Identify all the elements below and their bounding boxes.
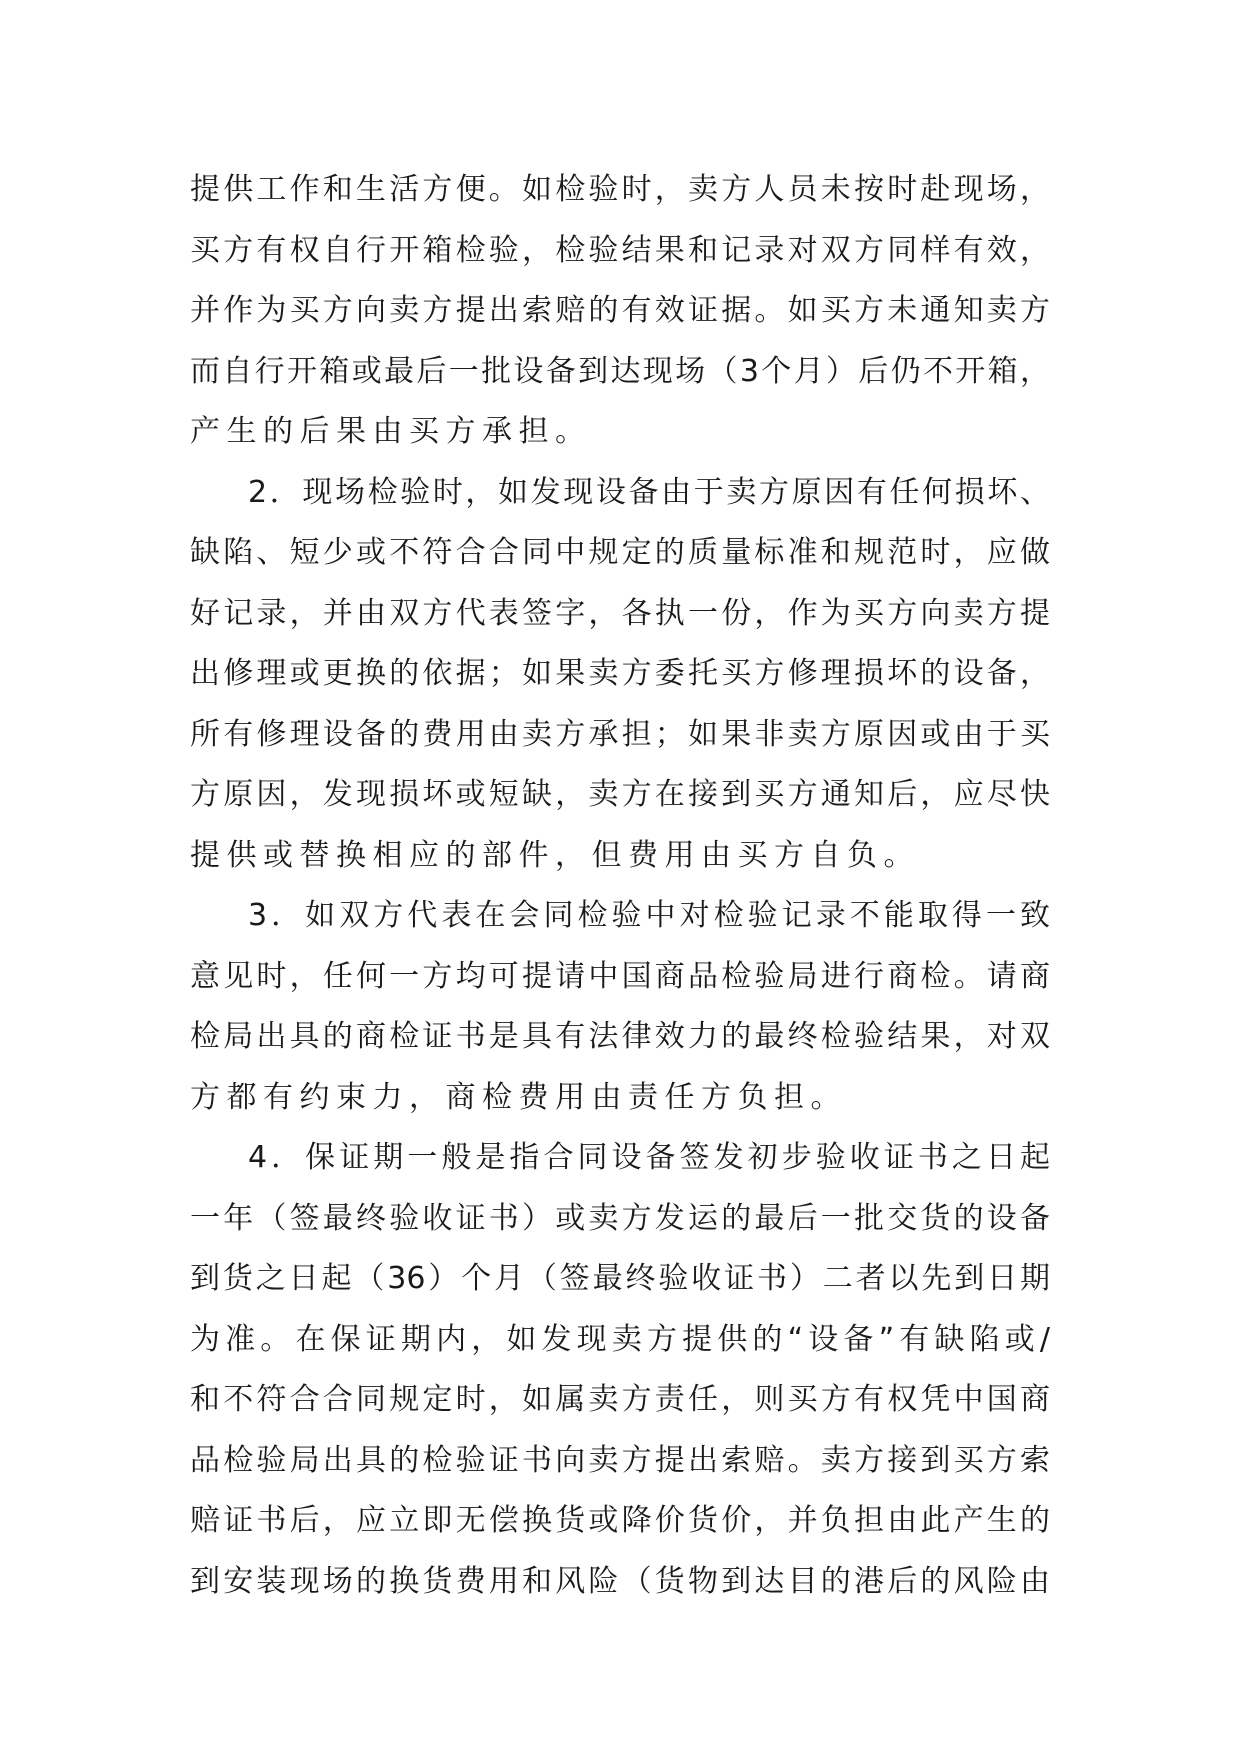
text-line: 3．如双方代表在会同检验中对检验记录不能取得一致 bbox=[248, 898, 1050, 933]
text-line: 买方有权自行开箱检验，检验结果和记录对双方同样有效， bbox=[190, 232, 1050, 268]
text-line: 一年（签最终验收证书）或卖方发运的最后一批交货的设备 bbox=[190, 1200, 1050, 1236]
text-line: 和不符合合同规定时，如属卖方责任，则买方有权凭中国商 bbox=[190, 1382, 1050, 1417]
text-line: 为准。在保证期内，如发现卖方提供的“设备”有缺陷或/ bbox=[190, 1321, 1050, 1357]
text-line: 提供或替换相应的部件，但费用由买方自负。 bbox=[190, 837, 920, 873]
text-line: 并作为买方向卖方提出索赔的有效证据。如买方未通知卖方 bbox=[190, 293, 1050, 328]
text-line: 方都有约束力，商检费用由责任方负担。 bbox=[190, 1079, 847, 1115]
text-line: 方原因，发现损坏或短缺，卖方在接到买方通知后，应尽快 bbox=[190, 777, 1050, 812]
text-line: 到安装现场的换货费用和风险（货物到达目的港后的风险由 bbox=[190, 1563, 1050, 1599]
text-line: 好记录，并由双方代表签字，各执一份，作为买方向卖方提 bbox=[190, 595, 1050, 631]
text-line: 检局出具的商检证书是具有法律效力的最终检验结果，对双 bbox=[190, 1019, 1050, 1054]
text-line: 2．现场检验时，如发现设备由于卖方原因有任何损坏、 bbox=[248, 474, 1050, 510]
text-line: 所有修理设备的费用由卖方承担；如果非卖方原因或由于买 bbox=[190, 716, 1050, 752]
text-line: 4．保证期一般是指合同设备签发初步验收证书之日起 bbox=[248, 1140, 1050, 1175]
text-line: 赔证书后，应立即无偿换货或降价货价，并负担由此产生的 bbox=[190, 1503, 1050, 1538]
text-line: 缺陷、短少或不符合合同中规定的质量标准和规范时，应做 bbox=[190, 535, 1050, 570]
text-line: 提供工作和生活方便。如检验时，卖方人员未按时赴现场， bbox=[190, 172, 1050, 207]
text-line: 意见时，任何一方均可提请中国商品检验局进行商检。请商 bbox=[190, 958, 1050, 994]
text-line: 而自行开箱或最后一批设备到达现场（3个月）后仍不开箱， bbox=[190, 353, 1050, 389]
body-text bbox=[190, 160, 1050, 1612]
text-line: 到货之日起（36）个月（签最终验收证书）二者以先到日期 bbox=[190, 1261, 1050, 1296]
text-line: 产生的后果由买方承担。 bbox=[190, 414, 592, 449]
text-line: 出修理或更换的依据；如果卖方委托买方修理损坏的设备， bbox=[190, 656, 1050, 691]
text-line: 品检验局出具的检验证书向卖方提出索赔。卖方接到买方索 bbox=[190, 1442, 1050, 1478]
